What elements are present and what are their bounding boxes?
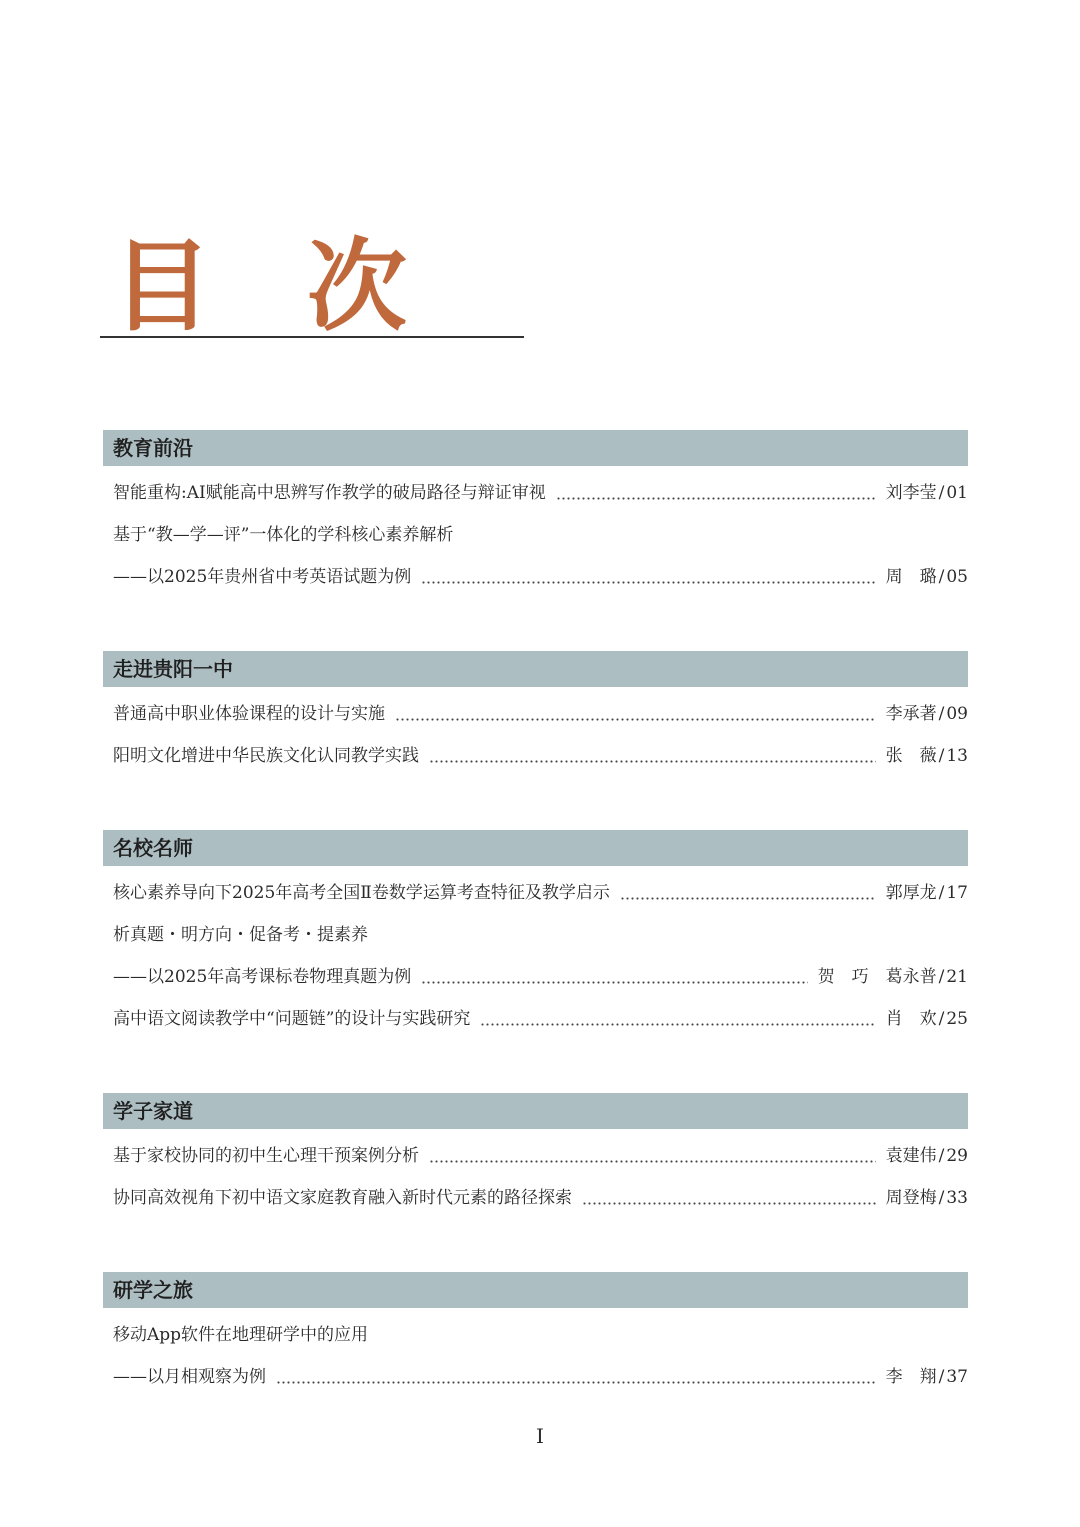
page-separator: / xyxy=(938,883,945,903)
toc-entry-title-line xyxy=(103,514,968,556)
toc-entry[interactable] xyxy=(103,1135,968,1177)
section-heading: 学子家道 xyxy=(103,1093,968,1129)
entry-title: 智能重构:AI赋能高中思辨写作教学的破局路径与辩证审视 xyxy=(113,483,546,503)
toc-entry[interactable] xyxy=(103,1177,968,1219)
entry-list xyxy=(103,1308,968,1398)
entry-title: 协同高效视角下初中语文家庭教育融入新时代元素的路径探索 xyxy=(113,1188,572,1208)
toc-entry[interactable] xyxy=(103,514,968,598)
entry-title: 基于“教—学—评”一体化的学科核心素养解析 xyxy=(113,525,454,545)
entry-page-number: 05 xyxy=(946,567,968,587)
dot-leader xyxy=(620,886,876,900)
dot-leader xyxy=(480,1012,875,1026)
entry-page-number: 01 xyxy=(946,483,968,503)
dot-leader xyxy=(421,570,875,584)
entry-page-number: 37 xyxy=(946,1367,968,1387)
toc-entry-line xyxy=(103,998,968,1040)
entry-title: 普通高中职业体验课程的设计与实施 xyxy=(113,704,385,724)
entry-author: 肖 欢 xyxy=(885,1009,937,1029)
page-separator: / xyxy=(938,567,945,587)
entry-author: 张 薇 xyxy=(885,746,937,766)
toc-entry-line xyxy=(103,1177,968,1219)
toc-entry[interactable] xyxy=(103,735,968,777)
entry-list xyxy=(103,687,968,777)
toc-entry[interactable] xyxy=(103,998,968,1040)
toc-section xyxy=(103,430,968,598)
table-of-contents xyxy=(103,430,968,1398)
page-separator: / xyxy=(938,967,945,987)
entry-list xyxy=(103,1129,968,1219)
page-separator: / xyxy=(938,704,945,724)
entry-author: 李 翔 xyxy=(885,1367,937,1387)
page-separator: / xyxy=(938,1009,945,1029)
toc-entry-line xyxy=(103,735,968,777)
entry-title: 核心素养导向下2025年高考全国Ⅱ卷数学运算考查特征及教学启示 xyxy=(113,883,610,903)
entry-page-number: 17 xyxy=(946,883,968,903)
entry-author: 周 璐 xyxy=(885,567,937,587)
toc-entry-line xyxy=(103,693,968,735)
page-title: 目 次 xyxy=(112,227,437,345)
entry-subtitle: ——以月相观察为例 xyxy=(113,1367,266,1387)
toc-entry-line xyxy=(103,956,968,998)
entry-title: 高中语文阅读教学中“问题链”的设计与实践研究 xyxy=(113,1009,471,1029)
toc-section xyxy=(103,1272,968,1398)
toc-entry-line xyxy=(103,1135,968,1177)
entry-page-number: 13 xyxy=(946,746,968,766)
dot-leader xyxy=(429,749,876,763)
toc-entry[interactable] xyxy=(103,693,968,735)
toc-entry[interactable] xyxy=(103,472,968,514)
toc-entry-title-line xyxy=(103,1314,968,1356)
toc-entry[interactable] xyxy=(103,914,968,998)
title-underline xyxy=(100,336,524,338)
toc-entry[interactable] xyxy=(103,872,968,914)
dot-leader xyxy=(421,970,807,984)
section-heading: 名校名师 xyxy=(103,830,968,866)
toc-entry[interactable] xyxy=(103,1314,968,1398)
entry-title: 移动App软件在地理研学中的应用 xyxy=(113,1325,369,1345)
toc-section xyxy=(103,1093,968,1219)
section-heading: 研学之旅 xyxy=(103,1272,968,1308)
toc-entry-line xyxy=(103,872,968,914)
entry-list xyxy=(103,466,968,598)
page-number: I xyxy=(536,1424,544,1448)
dot-leader xyxy=(276,1370,876,1384)
page-separator: / xyxy=(938,483,945,503)
toc-entry-line xyxy=(103,472,968,514)
toc-section xyxy=(103,651,968,777)
entry-author: 周登梅 xyxy=(885,1188,937,1208)
entry-page-number: 33 xyxy=(946,1188,968,1208)
toc-entry-title-line xyxy=(103,914,968,956)
section-heading: 教育前沿 xyxy=(103,430,968,466)
page-separator: / xyxy=(938,1188,945,1208)
entry-title: 基于家校协同的初中生心理干预案例分析 xyxy=(113,1146,419,1166)
toc-entry-line xyxy=(103,1356,968,1398)
page-separator: / xyxy=(938,1367,945,1387)
entry-page-number: 29 xyxy=(946,1146,968,1166)
dot-leader xyxy=(582,1191,876,1205)
entry-author: 刘李莹 xyxy=(885,483,937,503)
dot-leader xyxy=(556,486,876,500)
section-heading: 走进贵阳一中 xyxy=(103,651,968,687)
toc-section xyxy=(103,830,968,1040)
entry-list xyxy=(103,866,968,1040)
page-separator: / xyxy=(938,1146,945,1166)
entry-title: 析真题・明方向・促备考・提素养 xyxy=(113,925,368,945)
entry-page-number: 21 xyxy=(946,967,968,987)
dot-leader xyxy=(395,707,876,721)
entry-author: 郭厚龙 xyxy=(885,883,937,903)
entry-title: 阳明文化增进中华民族文化认同教学实践 xyxy=(113,746,419,766)
dot-leader xyxy=(429,1149,876,1163)
entry-author: 李承著 xyxy=(885,704,937,724)
entry-subtitle: ——以2025年贵州省中考英语试题为例 xyxy=(113,567,412,587)
toc-entry-line xyxy=(103,556,968,598)
entry-subtitle: ——以2025年高考课标卷物理真题为例 xyxy=(113,967,412,987)
page-separator: / xyxy=(938,746,945,766)
entry-author: 贺 巧 葛永普 xyxy=(817,967,937,987)
entry-author: 袁建伟 xyxy=(885,1146,937,1166)
entry-page-number: 25 xyxy=(946,1009,968,1029)
entry-page-number: 09 xyxy=(946,704,968,724)
